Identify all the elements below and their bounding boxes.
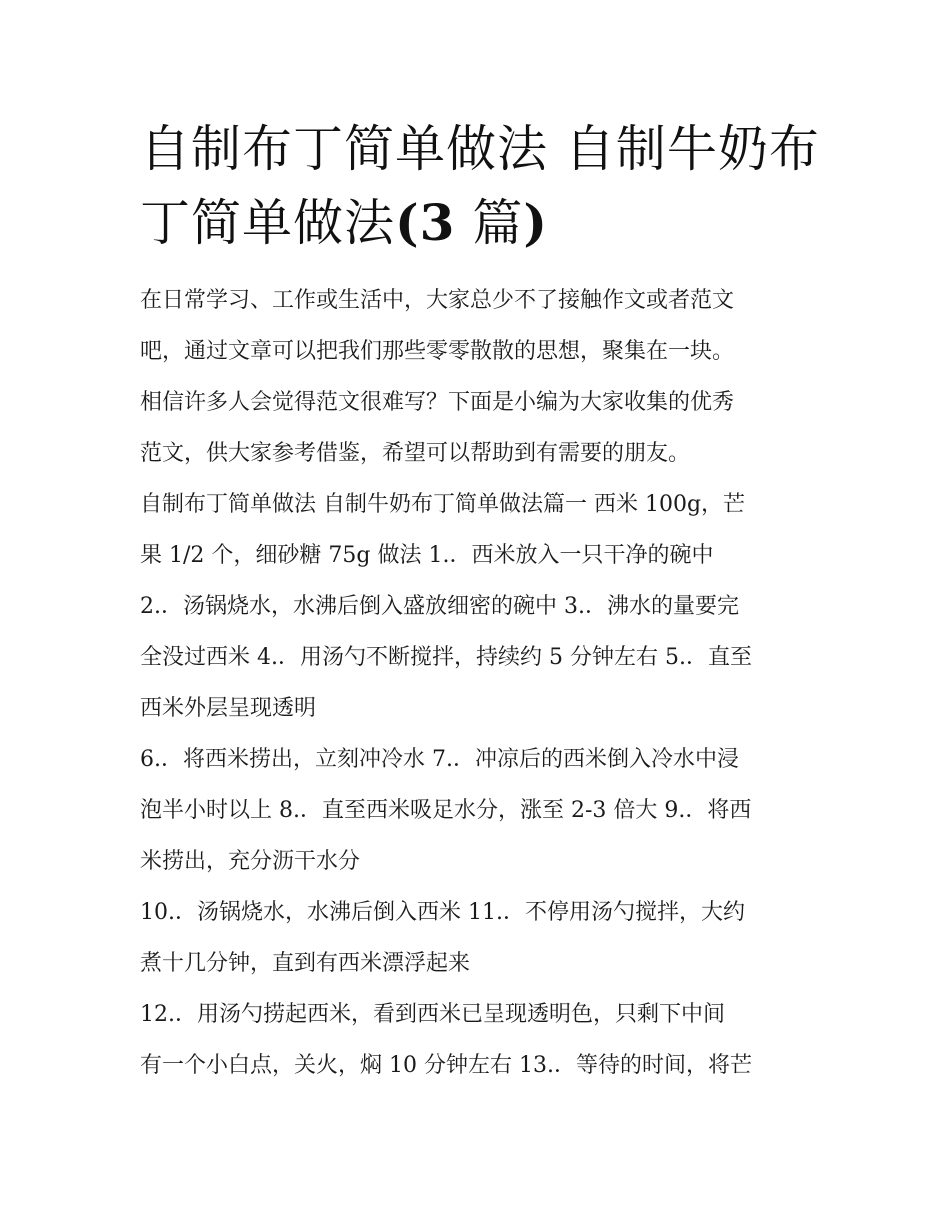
paragraph-ingredients (140, 479, 830, 581)
paragraph-line: 全没过西米 4.．用汤勺不断搅拌，持续约 5 分钟左右 5.．直至 (140, 645, 752, 670)
document-body (140, 275, 830, 1091)
paragraph-steps-10-11 (140, 887, 830, 989)
title-line-2 (140, 186, 830, 260)
title-line-1: 自制布丁简单做法 自制牛奶布 (140, 120, 820, 178)
paragraph-steps-6-9 (140, 734, 830, 887)
title-count-unit: 篇 (455, 194, 524, 252)
paragraph-line: 6.．将西米捞出，立刻冲冷水 7.．冲凉后的西米倒入冷水中浸 (140, 747, 739, 772)
paragraph-line: 在日常学习、工作或生活中，大家总少不了接触作文或者范文 (140, 288, 735, 313)
title-count-close: ) (523, 193, 549, 252)
paragraph-steps-12-13 (140, 989, 830, 1091)
paragraph-line: 2.．汤锅烧水，水沸后倒入盛放细密的碗中 3.．沸水的量要完 (140, 594, 739, 619)
paragraph-intro (140, 275, 830, 479)
paragraph-line: 相信许多人会觉得范文很难写？下面是小编为大家收集的优秀 (140, 390, 735, 415)
paragraph-line: 果 1/2 个，细砂糖 75g 做法 1.．西米放入一只干净的碗中 (140, 543, 714, 568)
title-count-open: (3 (395, 193, 456, 252)
paragraph-line: 米捞出，充分沥干水分 (140, 849, 361, 874)
paragraph-line: 12.．用汤勺捞起西米，看到西米已呈现透明色，只剩下中间 (140, 1002, 725, 1027)
paragraph-line: 吧，通过文章可以把我们那些零零散散的思想，聚集在一块。 (140, 339, 735, 364)
paragraph-line: 范文，供大家参考借鉴，希望可以帮助到有需要的朋友。 (140, 441, 691, 466)
title-line-2-prefix: 丁简单做法 (140, 194, 395, 252)
paragraph-line: 西米外层呈现透明 (140, 696, 317, 721)
paragraph-line: 自制布丁简单做法 自制牛奶布丁简单做法篇一 西米 100g，芒 (140, 492, 746, 517)
paragraph-steps-2-5 (140, 581, 830, 734)
paragraph-line: 泡半小时以上 8.．直至西米吸足水分，涨至 2-3 倍大 9.．将西 (140, 798, 752, 823)
paragraph-line: 10.．汤锅烧水，水沸后倒入西米 11.．不停用汤勺搅拌，大约 (140, 900, 745, 925)
document-title (140, 112, 830, 260)
paragraph-line: 煮十几分钟，直到有西米漂浮起来 (140, 951, 471, 976)
paragraph-line: 有一个小白点，关火，焖 10 分钟左右 13.．等待的时间，将芒 (140, 1053, 752, 1078)
